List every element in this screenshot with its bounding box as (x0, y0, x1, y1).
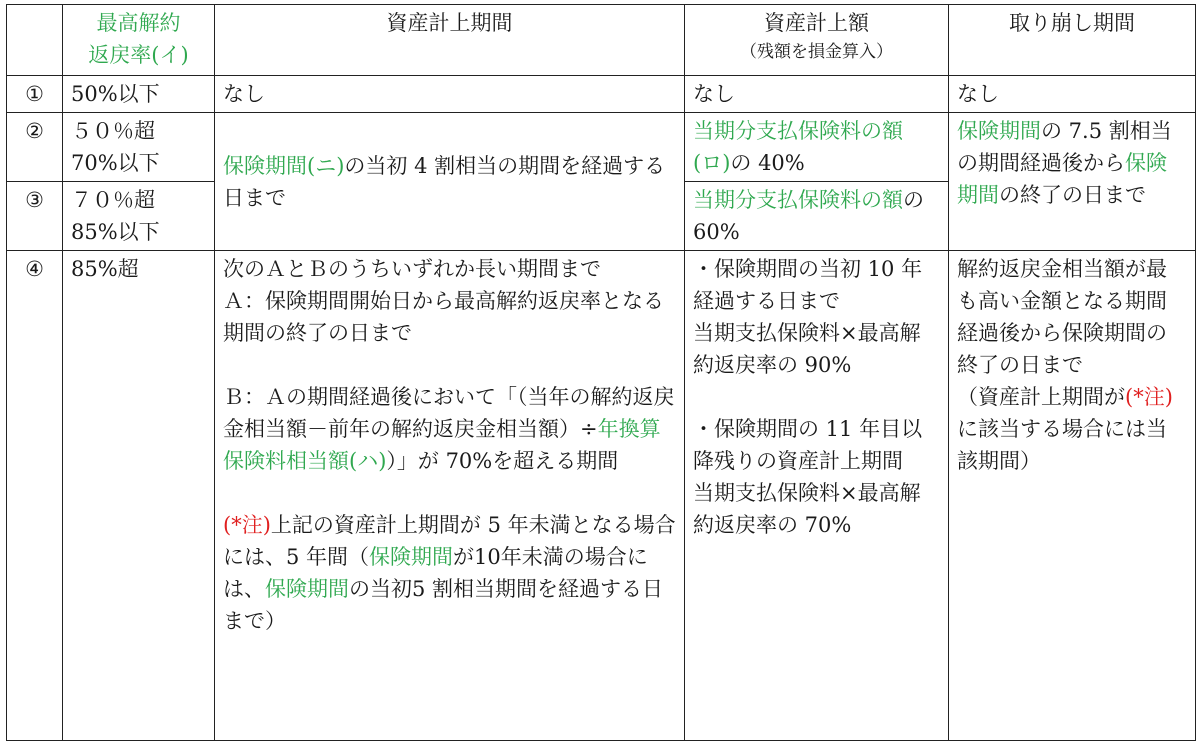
row-1-period: なし (215, 76, 685, 113)
table-row-4 (7, 251, 1196, 741)
spacer (223, 349, 676, 381)
row-23-reversal-term1: 保険期間 (957, 119, 1041, 143)
row-1-reversal: なし (949, 76, 1196, 113)
row-23-reversal (949, 113, 1196, 251)
row-23-reversal-tail: の終了の日まで (999, 183, 1146, 207)
row-4-period-b (223, 381, 676, 477)
annual-premium-term-ha: 年換算保険料相当額(ハ) (223, 417, 661, 473)
row-4-note-term1: 保険期間 (369, 545, 454, 569)
row-2-amount (685, 113, 949, 182)
row-3-rate-line1: ７０％超 (71, 188, 155, 212)
spacer (693, 381, 940, 413)
row-4-reversal (949, 251, 1196, 741)
header-asset-amount-title: 資産計上額 (764, 11, 869, 35)
header-row (7, 5, 1196, 76)
row-4-note-2: が10年未満の場合には、 (223, 545, 648, 601)
row-4-amount-2b: 当期支払保険料×最高解約返戻率の 70% (693, 481, 921, 537)
row-4-reversal-paren (957, 381, 1187, 477)
row-4-period-intro: 次のＡとＢのうちいずれか長い期間まで (223, 257, 601, 281)
row-4-reversal-note-marker: (*注) (1125, 385, 1173, 409)
note-marker: (*注) (223, 513, 271, 537)
row-4-note-term2: 保険期間 (265, 577, 349, 601)
header-asset-period: 資産計上期間 (215, 5, 685, 76)
row-4-period-a: Ａ：保険期間開始日から最高解約返戻率となる期間の終了の日まで (223, 289, 664, 345)
row-2-rate-line2: 70%以下 (71, 151, 160, 175)
row-1-rate: 50%以下 (63, 76, 215, 113)
header-asset-amount (685, 5, 949, 76)
row-23-period-text: の当初 4 割相当の期間を経過する日まで (223, 153, 666, 210)
row-3-rate (63, 182, 215, 251)
row-4-amount-1a: ・保険期間の当初 10 年経過する日まで (693, 257, 923, 313)
row-23-reversal-term2: 保険期間 (957, 151, 1167, 207)
row-2-amount-term: 当期分支払保険料の額(ロ) (693, 119, 903, 175)
row-3-rate-line2: 85%以下 (71, 220, 160, 244)
header-max-rate (63, 5, 215, 76)
row-2-rate-line1: ５０％超 (71, 119, 155, 143)
row-4-reversal-main: 解約返戻金相当額が最も高い金額となる期間経過後から保険期間の終了の日まで (957, 257, 1167, 377)
row-23-reversal-mid: の 7.5 割相当の期間経過後から (957, 119, 1172, 175)
row-4-amount (685, 251, 949, 741)
insurance-rules-table (6, 4, 1196, 741)
row-4-period (215, 251, 685, 741)
row-4-note-3: の当初5 割相当期間を経過する日まで） (223, 577, 664, 633)
header-max-rate-line2: 返戻率(イ) (88, 43, 189, 67)
spacer (223, 477, 676, 509)
row-1-amount: なし (685, 76, 949, 113)
row-3-amount-term: 当期分支払保険料の額 (693, 188, 903, 212)
row-4-period-b-tail: ）」が 70%を超える期間 (386, 449, 619, 473)
insurance-period-term-ni: 保険期間(ニ) (223, 153, 345, 178)
row-23-period (215, 113, 685, 251)
row-4-reversal-paren-tail: に該当する場合には当該期間） (957, 417, 1167, 473)
row-4-rate: 85%超 (63, 251, 215, 741)
header-reversal-period: 取り崩し期間 (949, 5, 1196, 76)
header-blank-cell (7, 5, 63, 76)
row-number-4: ④ (7, 251, 63, 741)
header-asset-amount-note: （残額を損金算入） (740, 42, 893, 62)
row-3-amount-text: の 60% (693, 188, 924, 244)
row-number-1: ① (7, 76, 63, 113)
row-4-note-1: 上記の資産計上期間が 5 年未満となる場合には、5 年間（ (223, 513, 676, 569)
row-3-amount (685, 182, 949, 251)
row-2-rate (63, 113, 215, 182)
table-row-1 (7, 76, 1196, 113)
row-4-reversal-paren-pre: （資産計上期間が (957, 385, 1125, 409)
header-max-rate-line1: 最高解約 (96, 11, 181, 35)
table-row-2 (7, 113, 1196, 182)
row-2-amount-text: の 40% (730, 151, 805, 175)
row-number-2: ② (7, 113, 63, 182)
row-4-note (223, 509, 676, 637)
row-number-3: ③ (7, 182, 63, 251)
row-4-amount-2a: ・保険期間の 11 年目以降残りの資産計上期間 (693, 417, 923, 473)
row-4-amount-1b: 当期支払保険料×最高解約返戻率の 90% (693, 321, 921, 377)
row-4-period-b-pre: Ｂ：Ａの期間経過後において「（当年の解約返戻金相当額－前年の解約返戻金相当額）÷ (223, 385, 675, 441)
